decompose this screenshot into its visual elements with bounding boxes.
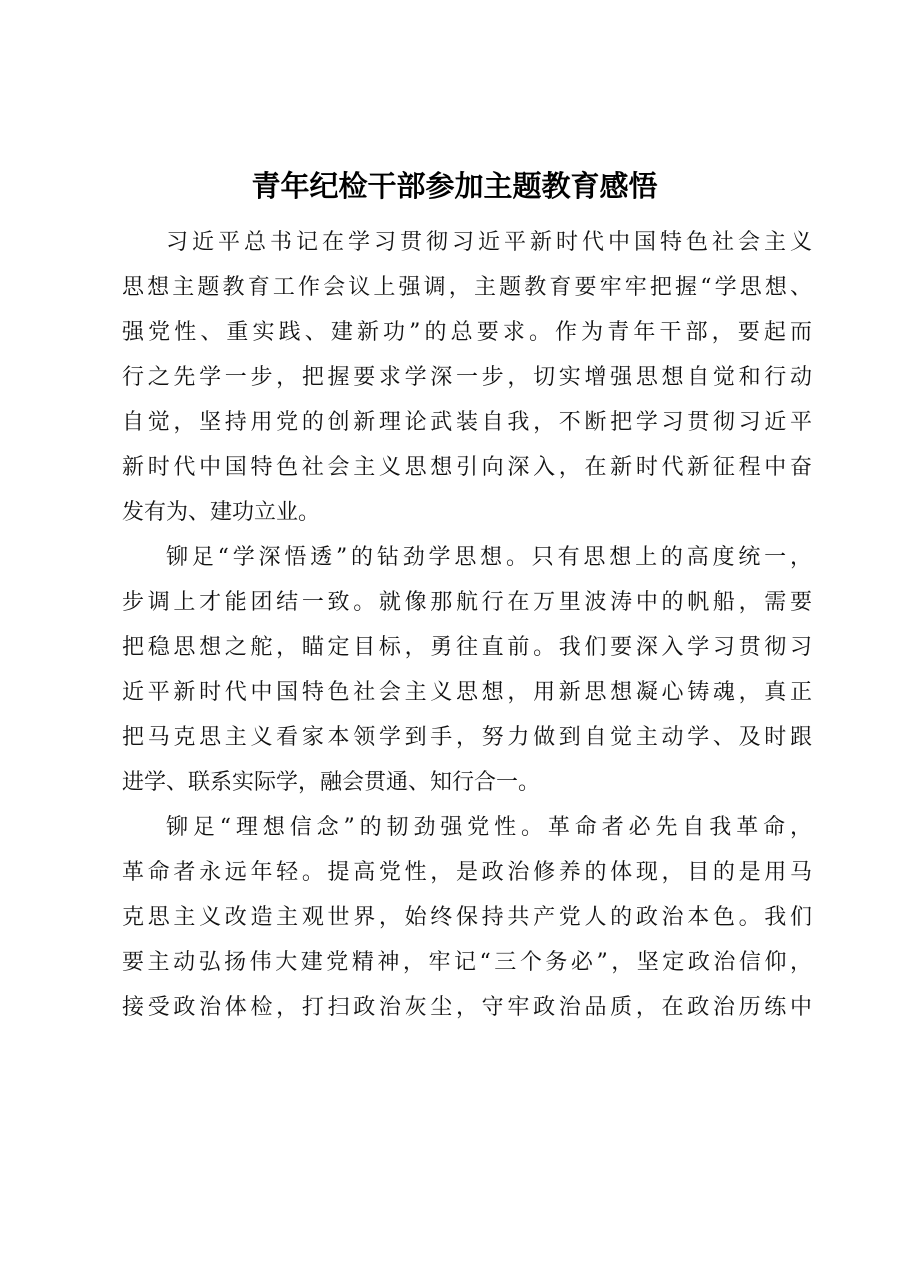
paragraph-line: 克思主义改造主观世界，始终保持共产党人的政治本色。我们: [122, 905, 812, 930]
paragraph-line: 行之先学一步，把握要求学深一步，切实增强思想自觉和行动: [122, 365, 812, 390]
paragraph-3: [122, 805, 812, 1030]
document-body: [122, 220, 812, 1030]
paragraph-line: 铆足“理想信念”的韧劲强党性。革命者必先自我革命，: [166, 815, 812, 840]
paragraph-line: 习近平总书记在学习贯彻习近平新时代中国特色社会主义: [166, 230, 812, 255]
paragraph-line: 发有为、建功立业。: [122, 500, 321, 525]
paragraph-line: 进学、联系实际学，融会贯通、知行合一。: [122, 770, 541, 795]
paragraph-line: 新时代中国特色社会主义思想引向深入，在新时代新征程中奋: [122, 455, 812, 480]
document-title: 青年纪检干部参加主题教育感悟: [251, 169, 658, 203]
paragraph-line: 强党性、重实践、建新功”的总要求。作为青年干部，要起而: [122, 320, 812, 345]
paragraph-line: 自觉，坚持用党的创新理论武装自我，不断把学习贯彻习近平: [122, 410, 812, 435]
paragraph-line: 把稳思想之舵，瞄定目标，勇往直前。我们要深入学习贯彻习: [122, 635, 812, 660]
paragraph-line: 近平新时代中国特色社会主义思想，用新思想凝心铸魂，真正: [122, 680, 812, 705]
paragraph-line: 革命者永远年轻。提高党性，是政治修养的体现，目的是用马: [122, 860, 812, 885]
paragraph-line: 思想主题教育工作会议上强调，主题教育要牢牢把握“学思想、: [122, 275, 812, 300]
paragraph-2: [122, 535, 812, 805]
paragraph-line: 要主动弘扬伟大建党精神，牢记“三个务必”，坚定政治信仰，: [122, 950, 812, 975]
paragraph-1: [122, 220, 812, 535]
paragraph-line: 步调上才能团结一致。就像那航行在万里波涛中的帆船，需要: [122, 590, 812, 615]
paragraph-line: 铆足“学深悟透”的钻劲学思想。只有思想上的高度统一，: [166, 545, 812, 570]
paragraph-line: 接受政治体检，打扫政治灰尘，守牢政治品质，在政治历练中: [122, 995, 812, 1020]
paragraph-line: 把马克思主义看家本领学到手，努力做到自觉主动学、及时跟: [122, 725, 812, 750]
